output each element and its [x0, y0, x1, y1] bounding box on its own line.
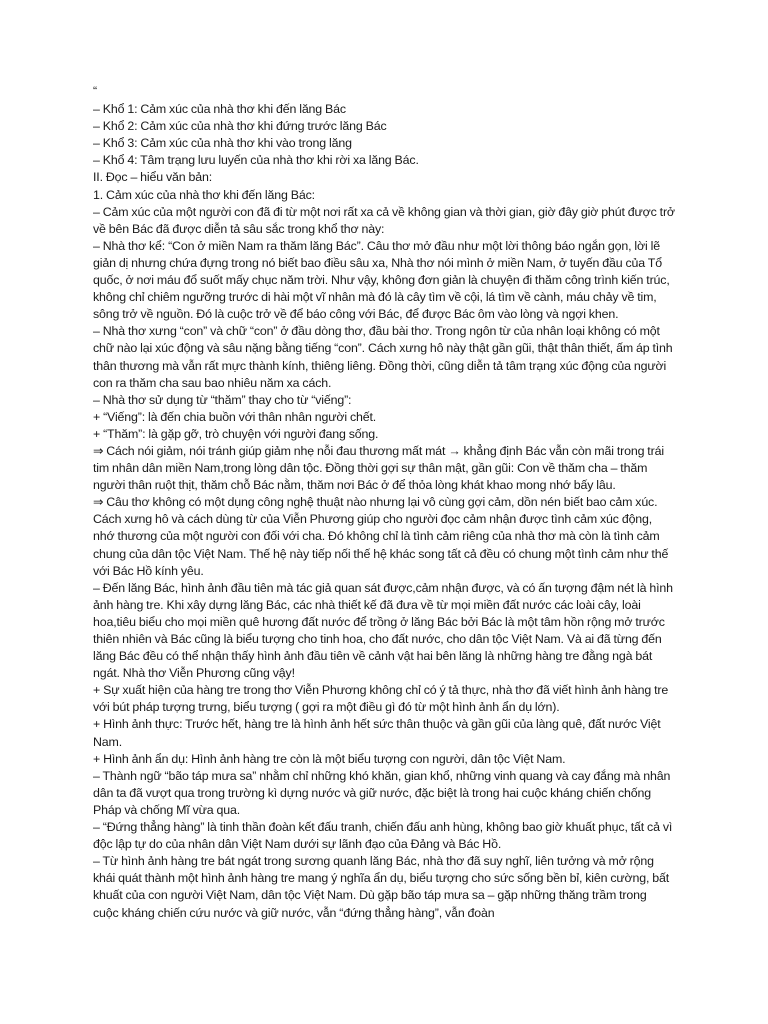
- paragraph: – Cảm xúc của một người con đã đi từ một nơi rất xa cả về không gian và thời gian, giờ đây giờ phút được trở về bên Bác đã được diễn tả sâu sắc trong khổ thơ này:: [93, 204, 675, 236]
- paragraph: – Nhà thơ kể: “Con ở miền Nam ra thăm lăng Bác”. Câu thơ mở đầu như một lời thông báo ngắn gọn, lời lẽ giản dị nhưng chứa đựng trong nó biết bao điều sâu xa, Nhà thơ nói mình ở miền Nam, ở tuyến đầu của Tổ quốc, ở nơi máu đổ suốt mấy chục năm trời. Như vậy, không đơn giản là chuyện đi thăm công trình kiến trúc, không chỉ chiêm ngưỡng trước di hài một vĩ nhân mà đó là cây tìm về cội, lá tìm về cành, máu chảy về tim, sông trở về nguồn. Đó là cuộc trở về để báo công với Bác, để được Bác ôm vào lòng và ngợi khen.: [93, 238, 670, 322]
- paragraph: ⇒ Cách nói giảm, nói tránh giúp giảm nhẹ nỗi đau thương mất mát → khẳng định Bác vẫn còn mãi trong trái tim nhân dân miền Nam,trong lòng dân tộc. Đồng thời gợi sự thân mật, gần gũi: Con về thăm cha – thăm người thân ruột thịt, thăm chỗ Bác nằm, thăm nơi Bác ở để thỏa lòng khát khao mong nhớ bấy lâu.: [93, 443, 664, 493]
- list-item: + “Thăm”: là gặp gỡ, trò chuyện với người đang sống.: [93, 426, 379, 441]
- section-heading: II. Đọc – hiểu văn bản:: [93, 170, 213, 185]
- paragraph-stanza-2: – Khổ 2: Cảm xúc của nhà thơ khi đứng trước lăng Bác: [93, 119, 387, 134]
- paragraph-stanza-3: – Khổ 3: Cảm xúc của nhà thơ khi vào trong lăng: [93, 136, 352, 151]
- paragraph: ⇒ Câu thơ không có một dụng công nghệ thuật nào nhưng lại vô cùng gợi cảm, dồn nén biết bao cảm xúc. Cách xưng hô và cách dùng từ của Viễn Phương giúp cho người đọc cảm nhận được tình cảm xúc động, nhớ thương của một người con đối với cha. Đó không chỉ là tình cảm riêng của nhà thơ mà còn là tình cảm chung của dân tộc Việt Nam. Thế hệ này tiếp nối thế hệ khác song tất cả đều có chung một tình cảm như thế với Bác Hồ kính yêu.: [93, 495, 669, 578]
- paragraph: – Nhà thơ sử dụng từ “thăm” thay cho từ “viếng”:: [93, 392, 352, 407]
- list-item: + Sự xuất hiện của hàng tre trong thơ Viễn Phương không chỉ có ý tả thực, nhà thơ đã viết hình ảnh hàng tre với bút pháp tượng trưng, biểu tượng ( gợi ra một điều gì đó từ một hình ảnh ẩn dụ lớn).: [93, 683, 669, 715]
- paragraph: – “Đứng thẳng hàng” là tinh thần đoàn kết đấu tranh, chiến đấu anh hùng, không bao giờ khuất phục, tất cả vì độc lập tự do của nhân dân Việt Nam dưới sự lãnh đạo của Đảng và Bác Hồ.: [93, 820, 673, 852]
- list-item: + Hình ảnh ẩn dụ: Hình ảnh hàng tre còn là một biểu tượng con người, dân tộc Việt Nam.: [93, 751, 566, 766]
- document-page: [93, 84, 675, 922]
- subsection-heading: 1. Cảm xúc của nhà thơ khi đến lăng Bác:: [93, 187, 315, 202]
- paragraph-stanza-1: – Khổ 1: Cảm xúc của nhà thơ khi đến lăng Bác: [93, 102, 346, 117]
- opening-quote-mark: “: [93, 84, 97, 98]
- paragraph: – Đến lăng Bác, hình ảnh đầu tiên mà tác giả quan sát được,cảm nhận được, và có ấn tượng đậm nét là hình ảnh hàng tre. Khi xây dựng lăng Bác, các nhà thiết kế đã đưa về từ mọi miền đất nước các loài cây, loài hoa,tiêu biểu cho mọi miền quê hương đất nước để trồng ở lăng Bác bởi Bác là một tâm hồn rộng mở trước thiên nhiên và Bác cũng là biểu tượng cho tinh hoa, cho đất nước, cho dân tộc Việt Nam. Và ai đã từng đến lăng Bác đều có thể nhận thấy hình ảnh đầu tiên về cảnh vật hai bên lăng là những hàng tre đằng ngà bát ngát. Nhà thơ Viễn Phương cũng vậy!: [93, 580, 673, 681]
- list-item: + Hình ảnh thực: Trước hết, hàng tre là hình ảnh hết sức thân thuộc và gần gũi của làng quê, đất nước Việt Nam.: [93, 717, 661, 749]
- list-item: + “Viếng”: là đến chia buồn với thân nhân người chết.: [93, 409, 377, 424]
- paragraph-stanza-4: – Khổ 4: Tâm trạng lưu luyến của nhà thơ khi rời xa lăng Bác.: [93, 153, 419, 168]
- paragraph: – Thành ngữ “bão táp mưa sa” nhằm chỉ những khó khăn, gian khổ, những vinh quang và cay đắng mà nhân dân ta đã vượt qua trong trường kì dựng nước và giữ nước, đặc biệt là trong hai cuộc kháng chiến chống Pháp và chống Mĩ vừa qua.: [93, 768, 671, 817]
- paragraph: – Từ hình ảnh hàng tre bát ngát trong sương quanh lăng Bác, nhà thơ đã suy nghĩ, liên tưởng và mở rộng khái quát thành một hình ảnh hàng tre mang ý nghĩa ẩn dụ, biểu tượng cho sức sống bền bỉ, kiên cường, bất khuất của con người Việt Nam, dân tộc Việt Nam. Dù gặp bão táp mưa sa – gặp những thăng trầm trong cuộc kháng chiến cứu nước và giữ nước, vẫn “đứng thẳng hàng”, vẫn đoàn: [93, 854, 670, 920]
- paragraph: – Nhà thơ xưng “con” và chữ “con” ở đầu dòng thơ, đầu bài thơ. Trong ngôn từ của nhân loại không có một chữ nào lại xúc động và sâu nặng bằng tiếng “con”. Cách xưng hô này thật gần gũi, thật thân thiết, ấm áp tình thân thương mà vẫn rất mực thành kính, thiêng liêng. Đồng thời, cũng diễn tả tâm trạng xúc động của người con ra thăm cha sau bao nhiêu năm xa cách.: [93, 324, 673, 390]
